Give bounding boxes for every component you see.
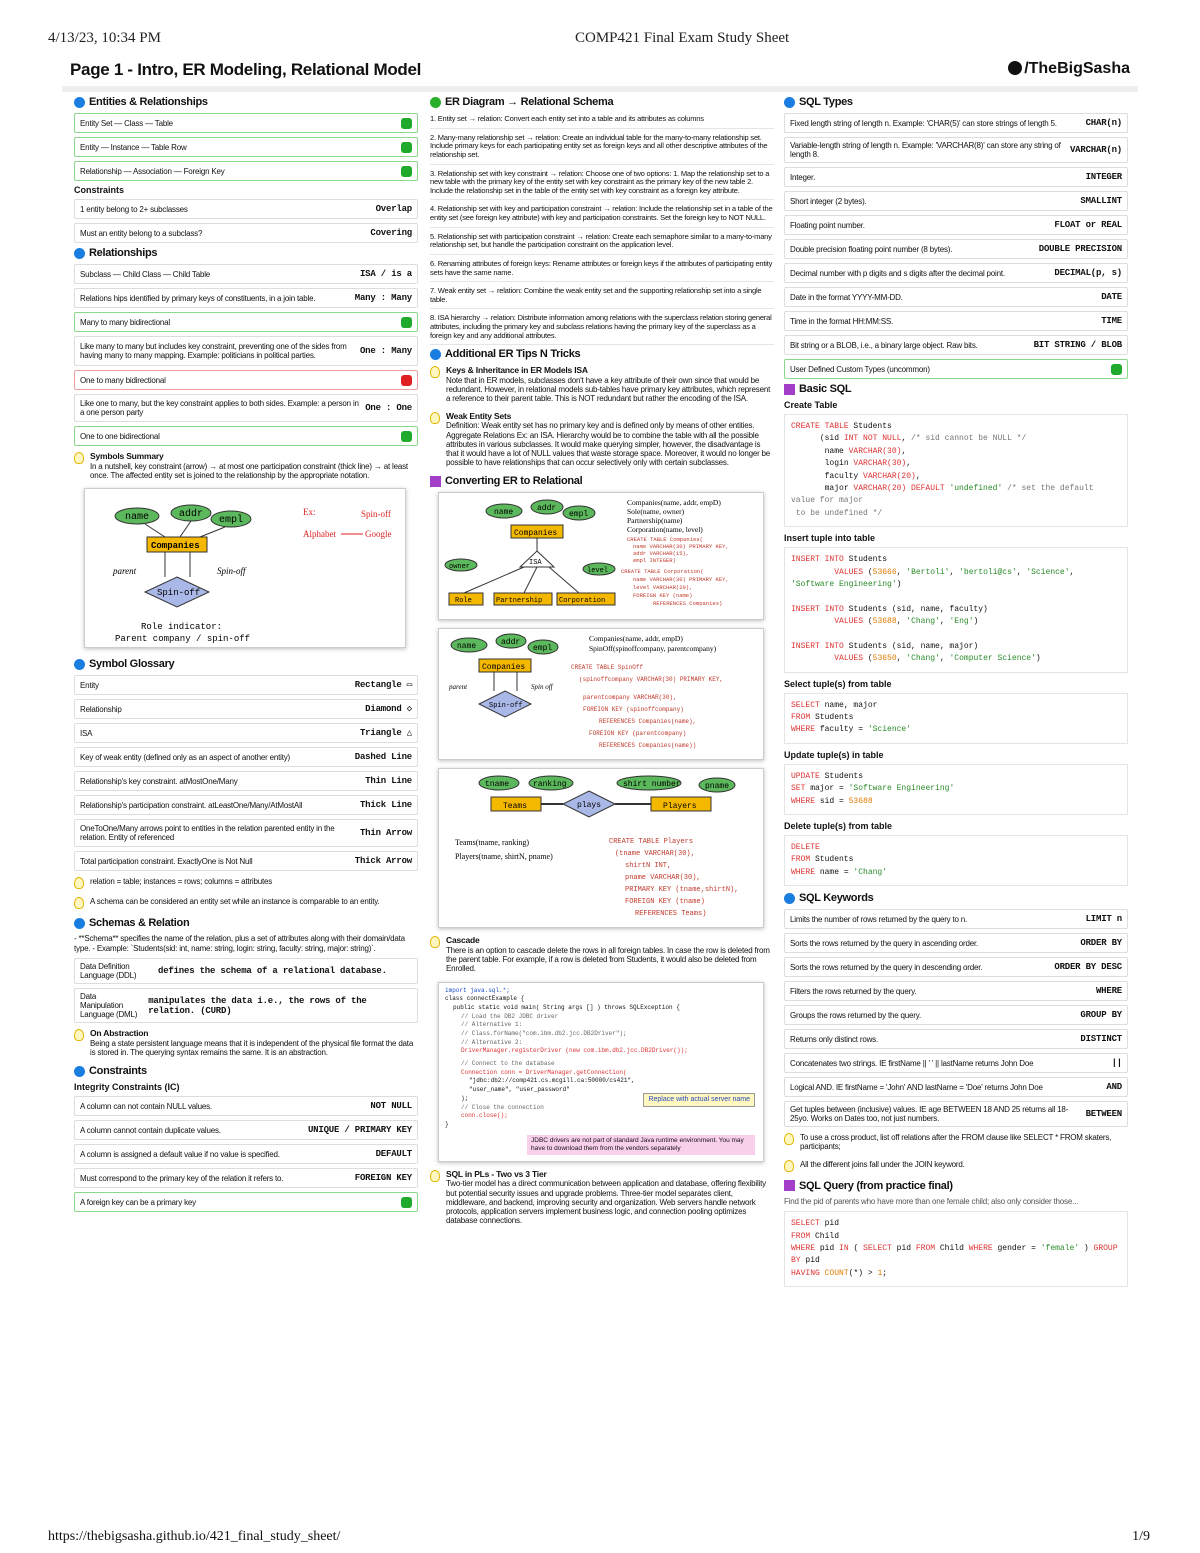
table-row: Like one to many, but the key constraint applies to both sides. Example: a person in a one person party One : One: [74, 394, 418, 422]
section-relationships: Relationships: [74, 247, 418, 259]
table-row: OneToOne/Many arrows point to entities in the relation parented entity in the relation. Entity of referenced Thin Arrow: [74, 819, 418, 847]
role-parent: parent: [449, 683, 468, 692]
code-line: CREATE TABLE SpinOff: [571, 664, 644, 672]
table-row: Get tuples between (inclusive) values. IE age BETWEEN 18 AND 25 returns all 18-25yo. Works on Dates too, not just numbers. BETWEEN: [784, 1101, 1128, 1127]
code-line: CREATE TABLE Companies(: [627, 536, 703, 544]
table-row: Groups the rows returned by the query. GROUP BY: [784, 1005, 1128, 1025]
section-symbol-glossary: Symbol Glossary: [74, 658, 418, 670]
code-line: REFERENCES Companies(name)): [599, 742, 697, 750]
circle-icon: [74, 918, 85, 929]
table-row: Floating point number. FLOAT or REAL: [784, 215, 1128, 235]
schema-line: Partnership(name): [627, 516, 683, 526]
tip-symbols: Symbols Summary In a nutshell, key constraint (arrow) → at most one participation constraint (thick line) → at least once. The affected entity set is joined to the relationship by the appropriate notation.: [74, 452, 418, 480]
code-line: FOREIGN KEY (tname): [625, 898, 705, 907]
lightbulb-icon: [74, 877, 84, 889]
code-line: (tname VARCHAR(30),: [615, 850, 695, 859]
table-row: One to one bidirectional: [74, 426, 418, 446]
rel-plays: plays: [577, 801, 602, 811]
circle-icon: [74, 97, 85, 108]
code-select: SELECT name, major FROM Students WHERE faculty = 'Science': [784, 693, 1128, 744]
check-icon: [401, 166, 412, 177]
rel-spinoff: Spin-off: [157, 588, 201, 599]
table-row: Entity — Instance — Table Row: [74, 137, 418, 157]
table-row: Filters the rows returned by the query. WHERE: [784, 981, 1128, 1001]
schema-line: Players(tname, shirtN, pname): [455, 852, 553, 862]
table-row: Decimal number with p digits and s digits after the decimal point. DECIMAL(p, s): [784, 263, 1128, 283]
attr-empl: empl: [569, 510, 589, 520]
code-line: DriverManager.registerDriver (new com.ibm.db2.jcc.DB2Driver());: [461, 1047, 688, 1055]
lightbulb-icon: [74, 452, 84, 464]
entity-companies: Companies: [482, 663, 526, 673]
table-row: Must an entity belong to a subclass? Covering: [74, 223, 418, 243]
section-constraints: Constraints: [74, 1065, 418, 1077]
header-divider: [62, 86, 1138, 92]
code-line: // Close the connection: [461, 1103, 544, 1111]
code-line: REFERENCES Companies): [653, 600, 723, 608]
check-icon: [401, 142, 412, 153]
code-line: REFERENCES Teams): [635, 910, 707, 919]
example-spinoff: Spin-off: [361, 509, 391, 520]
jdbc-code-image: [438, 982, 764, 1162]
list-item: 6. Renaming attributes of foreign keys: Rename attributes or foreign keys if the attributes of participating entity sets have the same name.: [430, 258, 774, 282]
attr-owner: owner: [449, 563, 471, 572]
attr-addr: addr: [501, 638, 521, 648]
github-link[interactable]: /TheBigSasha: [1008, 60, 1130, 78]
entity-companies: Companies: [151, 541, 200, 552]
code-line: CREATE TABLE Corporation(: [621, 568, 704, 576]
diagram-svg: [439, 493, 764, 620]
code-line: empl INTEGER): [633, 557, 676, 565]
square-icon: [430, 476, 441, 487]
footer-page: 1/9: [1132, 1529, 1150, 1544]
table-row: Relationship Diamond ◇: [74, 699, 418, 719]
table-row: Integer. INTEGER: [784, 167, 1128, 187]
check-icon: [401, 1197, 412, 1208]
code-line: FOREIGN KEY (parentcompany): [589, 730, 687, 738]
attr-ranking: ranking: [533, 780, 567, 790]
table-row: Short integer (2 bytes). SMALLINT: [784, 191, 1128, 211]
table-row: Entity Set — Class — Table: [74, 113, 418, 133]
subheading-insert: Insert tuple into table: [784, 533, 876, 544]
table-row: Date in the format YYYY-MM-DD. DATE: [784, 287, 1128, 307]
tip-weak-entity: Weak Entity Sets Definition: Weak entity set has no primary key and is defined only by means of other entities. Aggregate Relations Ex: an ISA. Hierarchy would be to combine the table with all the possible attributes in various subclasses. It would make querying simpler, however, the disadvantage is that it would have a lot of NULL values that waste storage space. Moreover, it would no longer be possible to have relationships that can occur selectively only with certain subclasses.: [430, 412, 774, 468]
section-converting: Converting ER to Relational: [430, 475, 774, 487]
code-line: // Alternative 1:: [461, 1021, 523, 1029]
er-diagram-spinoff-2: [438, 628, 764, 760]
code-line: FOREIGN KEY (name): [633, 592, 693, 600]
tip-cross-product: To use a cross product, list off relations after the FROM clause like SELECT * FROM skaters, participants;: [784, 1133, 1128, 1151]
list-item: 3. Relationship set with key constraint → relation: Choose one of two options: 1. Map the relationship set to a new table with the primary key of the entity set with key constraint as the primary key of the new table 2. Include the relationship set in the table of the entity set with key constraint as a foreign key attribute.: [430, 168, 774, 201]
tip-cascade: Cascade There is an option to cascade delete the rows in all foreign tables. In case the row is deleted from the parent table. For example, if a row is deleted from Students, it would also be deleted from Enrolled.: [430, 936, 774, 973]
section-basic-sql: Basic SQL: [784, 383, 1128, 395]
lightbulb-icon: [784, 1160, 794, 1172]
subheading-update: Update tuple(s) in table: [784, 749, 884, 760]
code-delete: DELETE FROM Students WHERE name = 'Chang': [784, 835, 1128, 886]
check-icon: [401, 317, 412, 328]
schema-line: Companies(name, addr, empD): [627, 498, 721, 508]
attr-empl: empl: [219, 515, 244, 527]
print-datetime: 4/13/23, 10:34 PM: [48, 30, 161, 46]
table-row: Fixed length string of length n. Example: 'CHAR(5)' can store strings of length 5. CHAR(n): [784, 113, 1128, 133]
table-row: Total participation constraint. ExactlyOne is Not Null Thick Arrow: [74, 851, 418, 871]
list-item: 5. Relationship set with participation constraint → relation: Create each semaphore similar to a many-to-many relationship set, but handle the participation constraint on the application level.: [430, 231, 774, 255]
subheading-create: Create Table: [784, 400, 838, 410]
table-row: Double precision floating point number (8 bytes). DOUBLE PRECISION: [784, 239, 1128, 259]
code-query: SELECT pid FROM Child WHERE pid IN ( SELECT pid FROM Child WHERE gender = 'female' ) GROUP BY pid HAVING COUNT(*) > 1;: [784, 1211, 1128, 1287]
entity-players: Players: [663, 802, 697, 812]
schema-text: - **Schema** specifies the name of the relation, plus a set of attributes along with their domain/data type. - Example: `Students(sid: int, name: string, login: string, faculty: string, major: string)`.: [74, 934, 405, 953]
lightbulb-icon: [430, 1170, 440, 1182]
list-item: 4. Relationship set with key and participation constraint → relation: Include the relationship set in a table of the entity set (see foreign key attribute) with key and participation constraints. Set the foreign key to NOT NULL.: [430, 203, 774, 227]
diagram-svg: [85, 489, 406, 648]
list-item: 2. Many-many relationship set → relation: Create an individual table for the many-to-many relationship set. Include primary keys for each participating entity set as foreign keys and all other descriptive attributes of the relationship set.: [430, 132, 774, 165]
dot-icon: [401, 375, 412, 386]
table-row: Variable-length string of length n. Example: 'VARCHAR(8)' can store any string of length 8. VARCHAR(n): [784, 137, 1128, 163]
tip-keys-inheritance: Keys & Inheritance in ER Models ISA Note that in ER models, subclasses don't have a key attribute of their own since that would be redundant. However, in relational models sub-tables have primary key attributes, which represent a reference to their parent table. This is NOT redundant but rather the encoding of the ISA.: [430, 366, 774, 403]
section-er-tips: Additional ER Tips N Tricks: [430, 348, 774, 360]
entity-companies: Companies: [514, 529, 558, 539]
code-line: name VARCHAR(30) PRIMARY KEY,: [633, 576, 729, 584]
code-line: class connectExample {: [445, 995, 525, 1003]
table-row: A column cannot contain duplicate values. UNIQUE / PRIMARY KEY: [74, 1120, 418, 1140]
list-item: 7. Weak entity set → relation: Combine the weak entity set and the supporting relationship set into a single table.: [430, 285, 774, 309]
check-icon: [1111, 364, 1122, 375]
query-description: Find the pid of parents who have more than one female child; also only consider those...: [784, 1196, 1079, 1206]
table-row: One to many bidirectional: [74, 370, 418, 390]
code-line: "jdbc:db2://comp421.cs.mcgill.ca:50000/cs421",: [469, 1077, 635, 1085]
code-line: // Alternative 2:: [461, 1038, 523, 1046]
tip-schema: A schema can be considered an entity set while an instance is comparable to an entity.: [74, 897, 418, 909]
example-alphabet: Alphabet: [303, 529, 336, 540]
list-item: 8. ISA hierarchy → relation: Distribute information among relations with the superclass relation storing general attributes, including the primary key and subclass relations having the primary key of the superclass as a foreign key and any additional attributes.: [430, 312, 774, 345]
code-line: import java.sql.*;: [445, 986, 510, 994]
entity-role: Role: [455, 597, 472, 606]
attr-name: name: [457, 642, 477, 652]
isa-label: ISA: [529, 559, 542, 568]
code-line: REFERENCES Companies(name),: [599, 718, 697, 726]
lightbulb-icon: [784, 1133, 794, 1145]
lightbulb-icon: [430, 936, 440, 948]
lightbulb-icon: [430, 412, 440, 424]
section-schemas: Schemas & Relation: [74, 917, 418, 929]
table-row: Time in the format HH:MM:SS. TIME: [784, 311, 1128, 331]
attr-empl: empl: [533, 644, 553, 654]
jdbc-note: JDBC drivers are not part of standard Java runtime environment. You may have to download them from the vendors separately: [527, 1135, 755, 1155]
table-row: User Defined Custom Types (uncommon): [784, 359, 1128, 379]
example-label: Ex:: [303, 507, 316, 518]
circle-icon: [74, 659, 85, 670]
section-sql-keywords: SQL Keywords: [784, 892, 1128, 904]
table-row: Relationship's key constraint. atMostOne/Many Thin Line: [74, 771, 418, 791]
code-line: (spinoffcompany VARCHAR(30) PRIMARY KEY,: [579, 676, 724, 684]
circle-icon: [74, 248, 85, 259]
check-icon: [401, 118, 412, 129]
er-diagram-spinoff: [84, 488, 406, 648]
table-row: Sorts the rows returned by the query in ascending order. ORDER BY: [784, 933, 1128, 953]
code-line: );: [461, 1094, 469, 1102]
schema-line: Sole(name, owner): [627, 507, 685, 517]
column-1: [74, 94, 418, 1216]
footer-url[interactable]: https://thebigsasha.github.io/421_final_study_sheet/: [48, 1529, 341, 1544]
square-icon: [784, 384, 795, 395]
subheading-select: Select tuple(s) from table: [784, 678, 892, 689]
attr-tname: tname: [485, 780, 510, 790]
table-row: Data Definition Language (DDL) defines the schema of a relational database.: [74, 958, 418, 984]
column-3: [784, 94, 1128, 1293]
table-row: 1 entity belong to 2+ subclasses Overlap: [74, 199, 418, 219]
square-icon: [784, 1180, 795, 1191]
diagram-svg: [439, 769, 764, 928]
code-line: name VARCHAR(30) PRIMARY KEY,: [633, 543, 729, 551]
role-indicator-2: Parent company / spin-off: [115, 634, 251, 645]
er-diagram-isa: [438, 492, 764, 620]
entity-partnership: Partnership: [496, 597, 543, 606]
role-parent: parent: [113, 566, 137, 577]
table-row: Logical AND. IE firstName = 'John' AND lastName = 'Doe' returns John Doe AND: [784, 1077, 1128, 1097]
table-row: Concatenates two strings. IE firstName || ' ' || lastName returns John Doe ||: [784, 1053, 1128, 1073]
table-row: A foreign key can be a primary key: [74, 1192, 418, 1212]
table-row: Relationship — Association — Foreign Key: [74, 161, 418, 181]
code-line: // Connect to the database: [461, 1060, 555, 1068]
page-title: Page 1 - Intro, ER Modeling, Relational Model: [70, 60, 422, 79]
table-row: Sorts the rows returned by the query in descending order. ORDER BY DESC: [784, 957, 1128, 977]
tip-abstraction: On Abstraction Being a state persistent language means that it is independent of the physical file format the data is stored in. The querying syntax remains the same. It is an abstraction.: [74, 1029, 418, 1057]
table-row: Key of weak entity (defined only as an aspect of another entity) Dashed Line: [74, 747, 418, 767]
table-row: ISA Triangle △: [74, 723, 418, 743]
code-line: pname VARCHAR(30),: [625, 874, 701, 883]
attr-pname: pname: [705, 782, 730, 792]
rel-spinoff: Spin-off: [489, 702, 523, 711]
code-line: conn.close();: [461, 1112, 508, 1120]
check-icon: [401, 431, 412, 442]
code-line: PRIMARY KEY (tname,shirtN),: [625, 886, 739, 895]
table-row: Limits the number of rows returned by the query to n. LIMIT n: [784, 909, 1128, 929]
code-line: }: [445, 1120, 449, 1128]
lightbulb-icon: [74, 1029, 84, 1041]
entity-teams: Teams: [503, 802, 528, 812]
code-line: // Class.forName("com.ibm.db2.jcc.DB2Driver");: [461, 1030, 627, 1038]
code-line: level VARCHAR(20),: [633, 584, 693, 592]
schema-line: Corporation(name, level): [627, 525, 703, 535]
github-icon: [1008, 61, 1022, 75]
section-er-to-relational: ER Diagram → Relational Schema: [430, 96, 774, 108]
circle-icon: [784, 893, 795, 904]
table-row: Like many to many but includes key constraint, preventing one of the sides from having many to many mapping. Example: politicians in political parties. One : Many: [74, 336, 418, 366]
role-spinoff: Spin off: [531, 683, 553, 692]
circle-icon: [430, 97, 441, 108]
code-line: addr VARCHAR(15),: [633, 550, 690, 558]
schema-line: Companies(name, addr, empD): [589, 634, 683, 644]
entity-corporation: Corporation: [559, 597, 606, 606]
table-row: Must correspond to the primary key of the relation it refers to. FOREIGN KEY: [74, 1168, 418, 1188]
attr-level: level: [587, 567, 609, 576]
code-line: CREATE TABLE Players: [609, 838, 694, 847]
code-line: Connection conn = DriverManager.getConnection(: [461, 1068, 627, 1076]
code-line: FOREIGN KEY (spinoffcompany): [583, 706, 684, 714]
table-row: Returns only distinct rows. DISTINCT: [784, 1029, 1128, 1049]
role-indicator: Role indicator:: [141, 622, 223, 633]
code-line: "user_name", "user_password": [469, 1086, 570, 1094]
attr-name: name: [494, 508, 514, 518]
section-entities: Entities & Relationships: [74, 96, 418, 108]
attr-addr: addr: [179, 509, 204, 521]
subheading-ic: Integrity Constraints (IC): [74, 1082, 180, 1093]
table-row: Subclass — Child Class — Child Table ISA / is a: [74, 264, 418, 284]
role-spinoff: Spin-off: [217, 566, 246, 577]
table-row: Bit string or a BLOB, i.e., a binary large object. Raw bits. BIT STRING / BLOB: [784, 335, 1128, 355]
example-google: Google: [365, 529, 392, 540]
circle-icon: [784, 97, 795, 108]
list-item: 1. Entity set → relation: Convert each entity set into a table and its attributes as columns: [430, 113, 774, 129]
column-2: [430, 94, 774, 1233]
section-sql-types: SQL Types: [784, 96, 1128, 108]
section-sql-query: SQL Query (from practice final): [784, 1180, 1128, 1192]
er-diagram-weak-entity: [438, 768, 764, 928]
table-row: Data Manipulation Language (DML) manipulates the data i.e., the rows of the relation. (CURD): [74, 988, 418, 1023]
code-line: parentcompany VARCHAR(30),: [583, 694, 677, 702]
tip-two-three-tier: SQL in PLs - Two vs 3 Tier Two-tier model has a direct communication between application and database, offering flexibility but potential security issues and upgrade problems. Three-tier model separates client, middleware, and backend, improving security and organization. Web servers handle network protocols, application servers implement business logic, and connection pooling optimizes database connections.: [430, 1170, 774, 1226]
circle-icon: [430, 349, 441, 360]
print-doc-title: COMP421 Final Exam Study Sheet: [575, 30, 790, 46]
table-row: Relations hips identified by primary keys of constituents, in a join table. Many : Many: [74, 288, 418, 308]
code-insert: INSERT INTO Students VALUES (53666, 'Bertoli', 'bertoli@cs', 'Science', 'Software Engineering') INSERT INTO Students (sid, name, faculty) VALUES (53688, 'Chang', 'Eng') INSERT INTO Students (sid, name, major) VALUES (53650, 'Chang', 'Computer Science'): [784, 547, 1128, 673]
diagram-svg: [439, 629, 764, 760]
replace-callout: Replace with actual server name: [643, 1093, 755, 1107]
attr-name: name: [125, 512, 150, 524]
circle-icon: [74, 1066, 85, 1077]
subheading-constraints: Constraints: [74, 185, 125, 195]
table-row: A column can not contain NULL values. NOT NULL: [74, 1096, 418, 1116]
lightbulb-icon: [74, 897, 84, 909]
table-row: Many to many bidirectional: [74, 312, 418, 332]
table-row: Entity Rectangle ▭: [74, 675, 418, 695]
lightbulb-icon: [430, 366, 440, 378]
schema-line: SpinOff(spinoffcompany, parentcompany): [589, 644, 717, 654]
code-create-table: CREATE TABLE Students (sid INT NOT NULL, /* sid cannot be NULL */ name VARCHAR(30), login VARCHAR(30), faculty VARCHAR(20), major VARCHAR(20) DEFAULT 'undefined' /* set the default value for major to be undefined */: [784, 414, 1128, 527]
table-row: Relationship's participation constraint. atLeastOne/Many/AtMostAll Thick Line: [74, 795, 418, 815]
code-line: // Load the DB2 JDBC driver: [461, 1012, 559, 1020]
tip-relation: relation = table; instances = rows; columns = attributes: [74, 877, 418, 889]
subheading-delete: Delete tuple(s) from table: [784, 820, 893, 831]
attr-addr: addr: [537, 504, 557, 514]
schema-line: Teams(tname, ranking): [455, 838, 530, 848]
code-line: public static void main( String args [] ) throws SQLException {: [453, 1003, 680, 1011]
code-line: shirtN INT,: [625, 862, 672, 871]
code-update: UPDATE Students SET major = 'Software Engineering' WHERE sid = 53688: [784, 764, 1128, 815]
table-row: A column is assigned a default value if no value is specified. DEFAULT: [74, 1144, 418, 1164]
tip-joins: All the different joins fall under the JOIN keyword.: [784, 1160, 1128, 1172]
attr-shirt: shirt number: [623, 780, 681, 790]
